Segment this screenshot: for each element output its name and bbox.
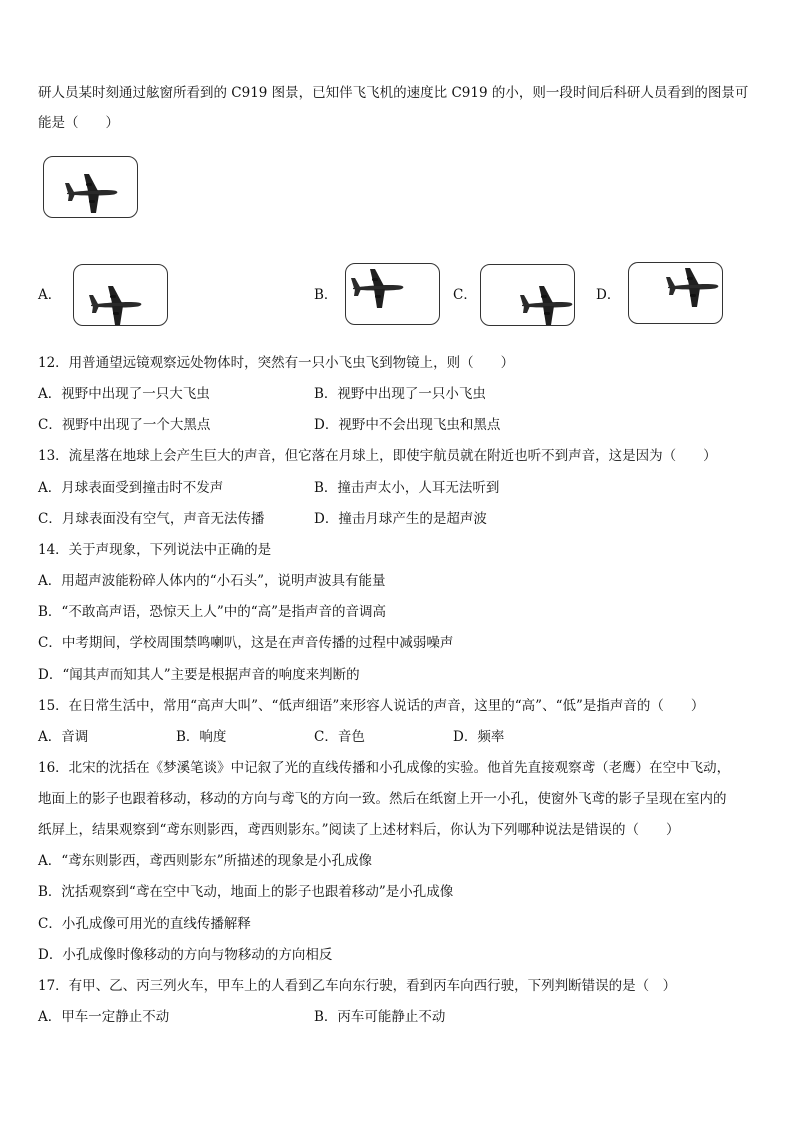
airplane-icon xyxy=(519,283,575,327)
q15-option-a[interactable]: A．音调 xyxy=(38,729,89,745)
q16-option-c[interactable]: C．小孔成像可用光的直线传播解释 xyxy=(38,916,251,932)
q11-option-a-label[interactable]: A． xyxy=(38,287,62,303)
q13-option-b[interactable]: B．撞击声太小，人耳无法听到 xyxy=(314,480,500,496)
q16-option-a[interactable]: A．“鸢东则影西，鸢西则影东”所描述的现象是小孔成像 xyxy=(38,853,373,869)
q17-option-a[interactable]: A．甲车一定静止不动 xyxy=(38,1009,170,1025)
q11-stem-line1: 研人员某时刻通过舷窗所看到的 C919 图景，已知伴飞飞机的速度比 C919 的小，则一段时间后科研人员看到的图景可 xyxy=(38,85,749,101)
q11-option-c-window[interactable] xyxy=(480,264,575,326)
q12-stem: 12．用普通望远镜观察远处物体时，突然有一只小飞虫飞到物镜上，则（ ） xyxy=(38,355,515,371)
q12-option-c[interactable]: C．视野中出现了一个大黑点 xyxy=(38,417,211,433)
q11-option-d-label[interactable]: D． xyxy=(596,287,621,303)
airplane-icon xyxy=(665,265,721,309)
q16-stem-line2: 地面上的影子也跟着移动，移动的方向与鸢飞的方向一致。然后在纸窗上开一小孔，使窗外飞鸢的影子呈现在室内的 xyxy=(38,791,727,807)
q12-option-d[interactable]: D．视野中不会出现飞虫和黑点 xyxy=(314,417,501,433)
q11-option-b-window[interactable] xyxy=(345,263,440,325)
q17-option-b[interactable]: B．丙车可能静止不动 xyxy=(314,1009,446,1025)
q17-stem: 17．有甲、乙、丙三列火车，甲车上的人看到乙车向东行驶，看到丙车向西行驶，下列判断错误的是（ ） xyxy=(38,978,677,994)
q11-option-d-window[interactable] xyxy=(628,262,723,324)
q13-option-c[interactable]: C．月球表面没有空气，声音无法传播 xyxy=(38,511,265,527)
q13-option-d[interactable]: D．撞击月球产生的是超声波 xyxy=(314,511,487,527)
q11-option-a-window[interactable] xyxy=(73,264,168,326)
q14-option-b[interactable]: B．“不敢高声语，恐惊天上人”中的“高”是指声音的音调高 xyxy=(38,604,387,620)
airplane-icon xyxy=(88,283,144,327)
q14-stem: 14．关于声现象，下列说法中正确的是 xyxy=(38,542,272,558)
airplane-icon xyxy=(64,171,120,215)
q16-stem-line3: 纸屏上，结果观察到“鸢东则影西，鸢西则影东。”阅读了上述材料后，你认为下列哪种说法是错误的（ ） xyxy=(38,822,680,838)
airplane-icon xyxy=(350,266,406,310)
q11-option-c-label[interactable]: C． xyxy=(453,287,477,303)
q11-stem-line2: 能是（ ） xyxy=(38,115,119,131)
q15-stem: 15．在日常生活中，常用“高声大叫”、“低声细语”来形容人说话的声音，这里的“高”、“低”是指声音的（ ） xyxy=(38,698,705,714)
q15-option-b[interactable]: B．响度 xyxy=(176,729,227,745)
q14-option-d[interactable]: D．“闻其声而知其人”主要是根据声音的响度来判断的 xyxy=(38,667,360,683)
reference-window xyxy=(43,156,138,218)
q14-option-a[interactable]: A．用超声波能粉碎人体内的“小石头”，说明声波具有能量 xyxy=(38,573,386,589)
q16-option-d[interactable]: D．小孔成像时像移动的方向与物移动的方向相反 xyxy=(38,947,333,963)
q15-option-d[interactable]: D．频率 xyxy=(453,729,505,745)
q12-option-a[interactable]: A．视野中出现了一只大飞虫 xyxy=(38,386,210,402)
q13-stem: 13．流星落在地球上会产生巨大的声音，但它落在月球上，即使宇航员就在附近也听不到声音，这是因为（ ） xyxy=(38,448,717,464)
q16-option-b[interactable]: B．沈括观察到“鸢在空中飞动，地面上的影子也跟着移动”是小孔成像 xyxy=(38,884,454,900)
q11-option-b-label[interactable]: B． xyxy=(314,287,338,303)
q13-option-a[interactable]: A．月球表面受到撞击时不发声 xyxy=(38,480,224,496)
q15-option-c[interactable]: C．音色 xyxy=(314,729,365,745)
q16-stem-line1: 16．北宋的沈括在《梦溪笔谈》中记叙了光的直线传播和小孔成像的实验。他首先直接观察鸢（老鹰）在空中飞动， xyxy=(38,760,731,776)
q12-option-b[interactable]: B．视野中出现了一只小飞虫 xyxy=(314,386,486,402)
q14-option-c[interactable]: C．中考期间，学校周围禁鸣喇叭，这是在声音传播的过程中减弱噪声 xyxy=(38,635,454,651)
